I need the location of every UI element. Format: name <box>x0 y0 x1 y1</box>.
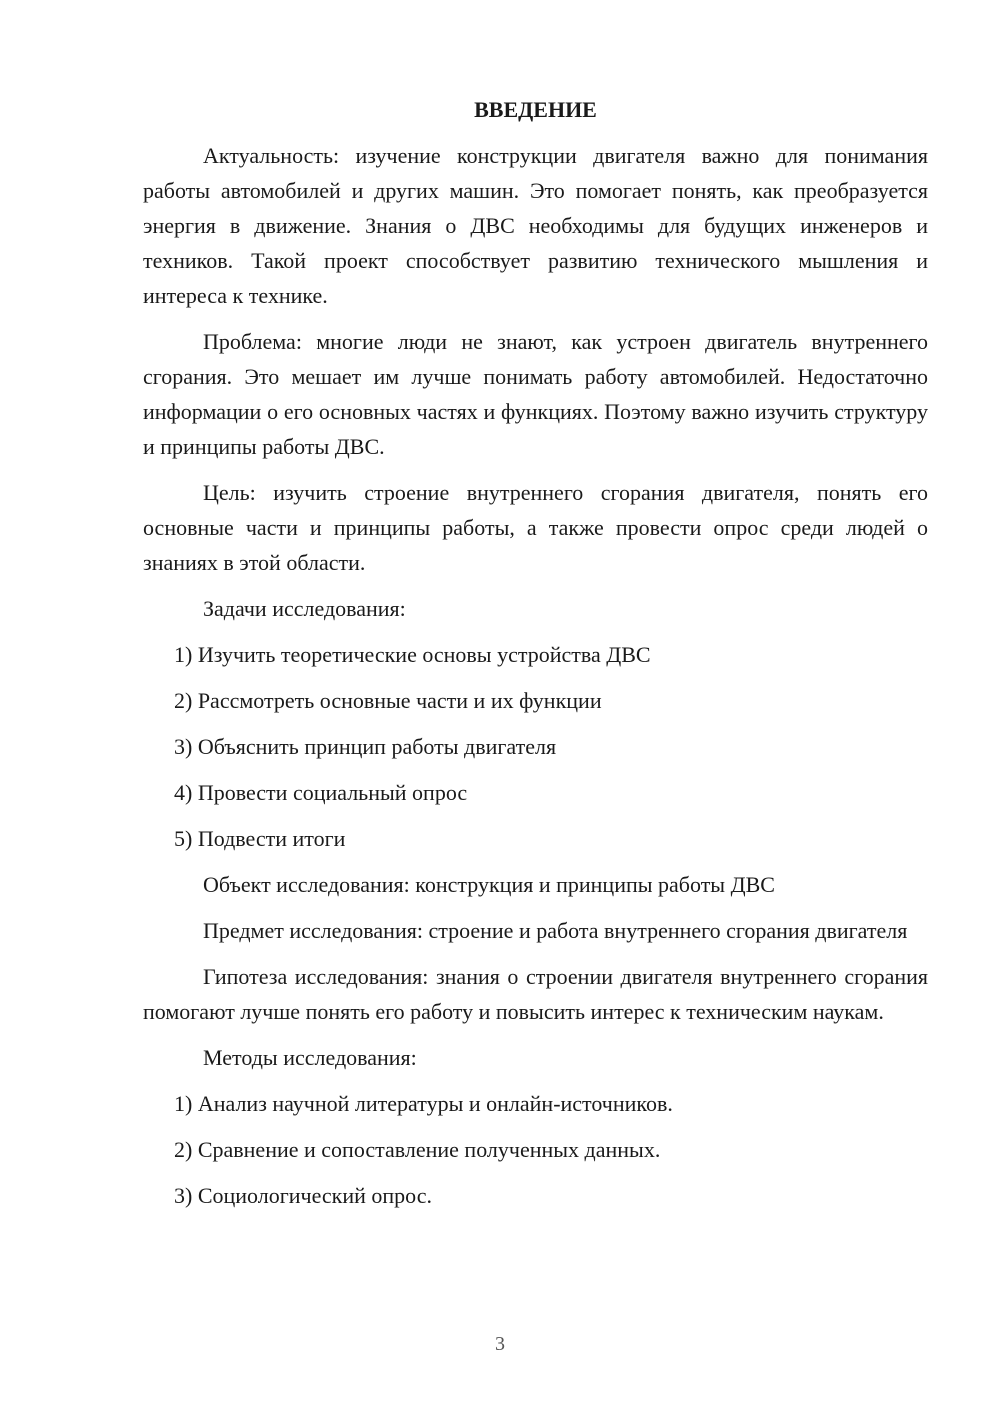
tasks-heading: Задачи исследования: <box>203 596 406 621</box>
page-number: 3 <box>495 1333 505 1355</box>
list-item: 5) Подвести итоги <box>174 826 346 851</box>
methods-heading: Методы исследования: <box>203 1045 417 1070</box>
list-item: 1) Анализ научной литературы и онлайн-источников. <box>174 1091 673 1116</box>
hypothesis-paragraph: Гипотеза исследования: знания о строении двигателя внутреннего сгорания помогают лучше понять его работу и повысить интерес к техническим наукам. <box>143 964 928 1024</box>
goal-paragraph: Цель: изучить строение внутреннего сгорания двигателя, понять его основные части и принципы работы, а также провести опрос среди людей о знаниях в этой области. <box>143 480 928 575</box>
section-title: ВВЕДЕНИЕ <box>474 97 597 122</box>
list-item: 4) Провести социальный опрос <box>174 780 468 805</box>
methods-list <box>143 1086 928 1213</box>
relevance-paragraph: Актуальность: изучение конструкции двигателя важно для понимания работы автомобилей и других машин. Это помогает понять, как преобразуется энергия в движение. Знания о ДВС необходимы для будущих инженеров и техников. Такой проект способствует развитию технического мышления и интереса к технике. <box>143 143 928 308</box>
problem-paragraph: Проблема: многие люди не знают, как устроен двигатель внутреннего сгорания. Это мешает им лучше понимать работу автомобилей. Недостаточно информации о его основных частях и функциях. Поэтому важно изучить структуру и принципы работы ДВС. <box>143 329 928 459</box>
object-paragraph: Объект исследования: конструкция и принципы работы ДВС <box>203 872 775 897</box>
list-item: 1) Изучить теоретические основы устройства ДВС <box>174 642 651 667</box>
list-item: 3) Объяснить принцип работы двигателя <box>174 734 557 759</box>
list-item: 3) Социологический опрос. <box>174 1183 432 1208</box>
document-page <box>143 90 928 1224</box>
tasks-list <box>143 637 928 856</box>
subject-paragraph: Предмет исследования: строение и работа внутреннего сгорания двигателя <box>203 918 908 943</box>
list-item: 2) Сравнение и сопоставление полученных данных. <box>174 1137 661 1162</box>
list-item: 2) Рассмотреть основные части и их функции <box>174 688 602 713</box>
